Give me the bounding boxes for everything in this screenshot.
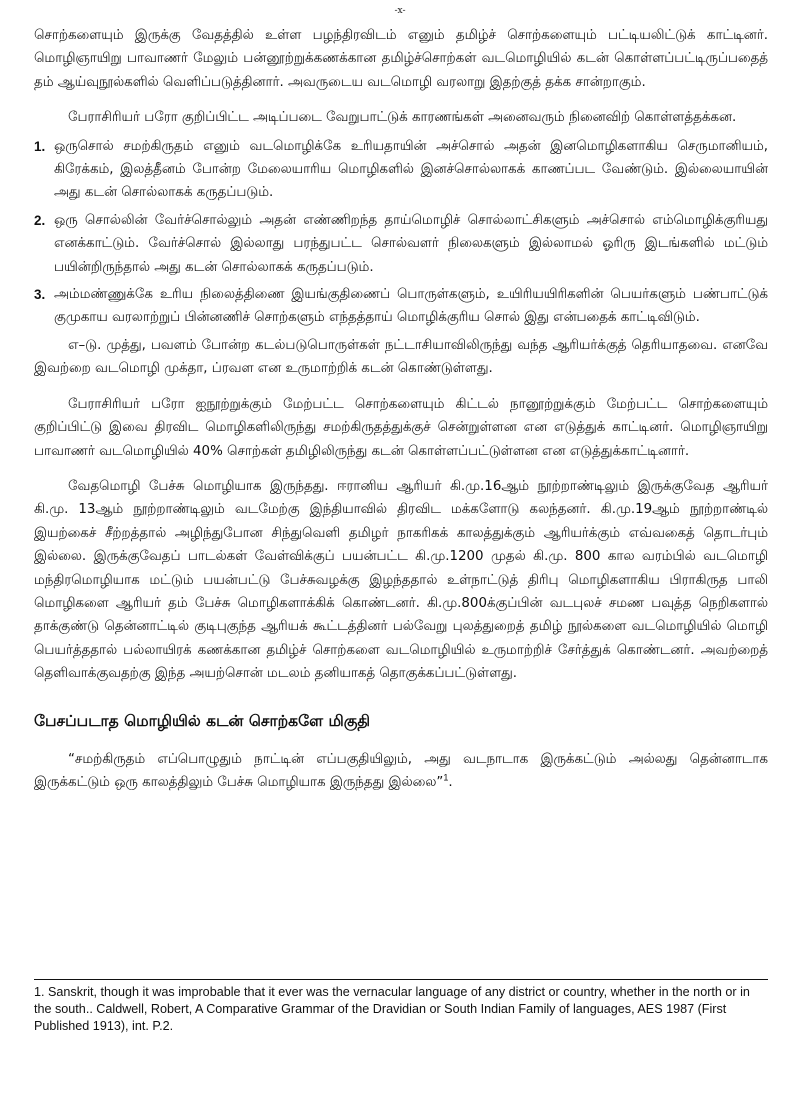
footnote-reference: 1 [443, 772, 449, 783]
list-item [34, 283, 768, 330]
footnote: 1. Sanskrit, though it was improbable that it ever was the vernacular language of any district or country, whether in the north or in the south.. Caldwell, Robert, A Comparative Grammar of the Dravidian or South Indian Family of languages, AES 1987 (First Published 1913), int. P.2. [34, 985, 750, 1033]
quote-end: . [448, 774, 453, 790]
main-content [34, 24, 768, 794]
list-item-number: 2. [34, 212, 46, 228]
section-heading: பேசப்படாத மொழியில் கடன் சொற்களே மிகுதி [34, 711, 371, 730]
paragraph-vedic-history: வேதமொழி பேச்சு மொழியாக இருந்தது. ஈரானிய ஆரியர் கி.மு.16ஆம் நூற்றாண்டிலும் இருக்குவேத ஆரியர் கி.மு. 13ஆம் நூற்றாண்டிலும் வடமேற்கு இந்தியாவில் திரவிட மக்களோடு கலந்தனர். கி.மு.19ஆம் நூற்றாண்டில் இயற்கைச் சீற்றத்தால் அழிந்துபோன சிந்துவெளி தமிழர் நாகரிகக் காலத்துக்கும் ஆரியர்க்கும் எவ்வகைத் தொடர்பும் இல்லை. இருக்குவேதப் பாடல்கள் வேள்விக்குப் பயன்பட்ட கி.மு.1200 முதல் கி.மு. 800 கால வரம்பில் வடமொழி மந்திரமொழியாக மட்டும் பயன்பட்டு பேச்சுவழக்கு இழந்ததால் உள்நாட்டுத் திரிபு மொழிகளாகிய பிராகிருத பாலி மொழிகளை ஆரியர் தம் பேச்சு மொழிகளாக்கிக் கொண்டனர். கி.மு.800க்குப்பின் வடபுலச் சமண பவுத்த நெறிகளால் தாக்குண்டு தென்னாட்டில் குடிபுகுந்த ஆரியக் கூட்டத்தினர் பல்வேறு புலத்துறைத் தமிழ் நூல்களை வடமொழியில் மொழி பெயர்த்ததால் பல்லாயிரக் கணக்கான தமிழ்ச் சொற்களை வடமொழியில் உருமாற்றிச் சேர்த்துக் கொண்டனர். அவற்றைத் தெளிவாக்குவதற்கு இந்த அயற்சொன் மடலம் தனியாகத் தொகுக்கப்பட்டுள்ளது. [34, 478, 768, 682]
list-item-text: ஒருசொல் சமற்கிருதம் எனும் வடமொழிக்கே உரியதாயின் அச்சொல் அதன் இனமொழிகளாகிய செருமானியம், கிரேக்கம், இலத்தீனம் போன்ற மேலையாரிய மொழிகளில் இனச்சொல்லாகக் காணப்பட வேண்டும். இல்லையாயின் அது கடன் சொல்லாகக் கருதப்படும். [54, 138, 768, 201]
paragraph-borrowed-words: பேராசிரியர் பரோ ஐநூற்றுக்கும் மேற்பட்ட சொற்களையும் கிட்டல் நானூற்றுக்கும் மேற்பட்ட சொற்களையும் குறிப்பிட்டு இவை திரவிட மொழிகளிலிருந்து சமற்கிருதத்துக்குச் சென்றுள்ளன என எடுத்துக் காட்டினர். மொழிஞாயிறு பாவாணர் வடமொழியில் 40% சொற்கள் தமிழிலிருந்து கடன் கொள்ளப்பட்டுள்ளன என எடுத்துக்காட்டினார். [34, 396, 768, 459]
list-item-text: அம்மண்ணுக்கே உரிய நிலைத்திணை இயங்குதிணைப் பொருள்களும், உயிரியயிரிகளின் பெயர்களும் பண்பாட்டுக் குமுகாய வரலாற்றுப் பின்னணிச் சொற்களும் எந்தத்தாய் மொழிக்குரிய சொல் இது என்பதைக் காட்டிவிடும். [54, 287, 768, 326]
page-number: -x- [394, 6, 406, 16]
quote-text: “சமற்கிருதம் எப்பொழுதும் நாட்டின் எப்பகுதியிலும், அது வடநாடாக இருக்கட்டும் அல்லது தென்னாடாக இருக்கட்டும் ஒரு காலத்திலும் பேச்சு மொழியாக இருந்தது இல்லை” [34, 751, 768, 790]
list-item-text: ஒரு சொல்லின் வேர்ச்சொல்லும் அதன் எண்ணிறந்த தாய்மொழிச் சொல்லாட்சிகளும் அச்சொல் எம்மொழிக்குரியது எனக்காட்டும். வேர்ச்சொல் இல்லாது பரந்துபட்ட சொல்வளர் நிலைகளும் இல்லாமல் ஓரிரு இடங்களில் மட்டும் பயின்றிருந்தால் அது கடன் சொல்லாகக் கருதப்படும். [54, 212, 768, 275]
list-item [34, 209, 768, 279]
reasons-list [34, 135, 768, 330]
list-item [34, 135, 768, 205]
paragraph-example: எ–டு. முத்து, பவளம் போன்ற கடல்படுபொருள்கள் நட்டாசியாவிலிருந்து வந்த ஆரியர்க்குத் தெரியாதவை. எனவே இவற்றை வடமொழி முக்தா, ப்ரவள என உருமாற்றிக் கடன் கொண்டுள்ளது. [34, 337, 768, 377]
list-item-number: 1. [34, 138, 46, 154]
quote-paragraph [34, 748, 768, 795]
paragraph-burrow-reasons: பேராசிரியர் பரோ குறிப்பிட்ட அடிப்படை வேறுபாட்டுக் காரணங்கள் அனைவரும் நினைவிற் கொள்ளத்தக்கன. [68, 110, 737, 126]
footnote-divider [34, 979, 768, 980]
list-item-number: 3. [34, 287, 46, 303]
paragraph-intro: சொற்களையும் இருக்கு வேதத்தில் உள்ள பழந்திரவிடம் எனும் தமிழ்ச் சொற்களையும் பட்டியலிட்டுக் காட்டினர். மொழிஞாயிறு பாவாணர் மேலும் பன்னூற்றுக்கணக்கான தமிழ்ச்சொற்கள் வடமொழியில் கடன் கொள்ளப்பட்டிருப்பதைத் தம் ஆய்வுநூல்களில் வெளிப்படுத்தினார். அவருடைய வடமொழி வரலாறு இதற்குத் தக்க சான்றாகும். [34, 28, 768, 90]
